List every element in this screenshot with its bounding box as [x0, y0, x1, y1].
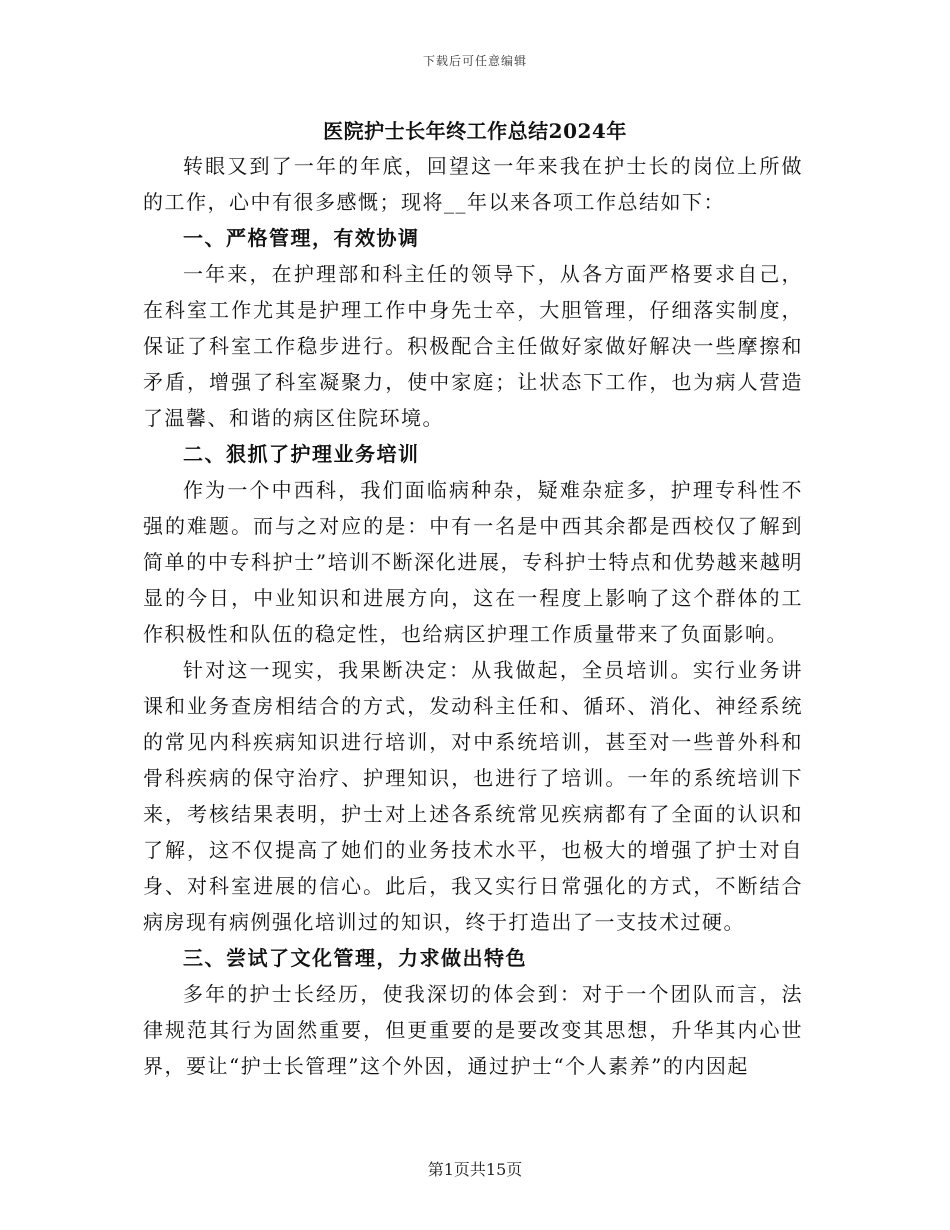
section-heading-3: 三、尝试了文化管理，力求做出特色: [183, 946, 527, 970]
document-body: [143, 148, 803, 1084]
section-1-paragraph: 一年来，在护理部和科主任的领导下，从各方面严格要求自己，在科室工作尤其是护理工作中身先士卒，大胆管理，仔细落实制度，保证了科室工作稳步进行。积极配合主任做好家做好解决一些摩擦和矛盾，增强了科室凝聚力，使中家庭；让状态下工作，也为病人营造了温馨、和谐的病区住院环境。: [143, 262, 803, 430]
page-footer: 第1页共15页: [427, 1160, 523, 1179]
section-heading-2: 二、狠抓了护理业务培训: [183, 442, 420, 466]
section-3-paragraph: 多年的护士长经历，使我深切的体会到：对于一个团队而言，法律规范其行为固然重要，但更重要的是要改变其思想，升华其内心世界，要让“护士长管理”这个外因，通过护士“个人素养”的内因起: [143, 982, 803, 1078]
header-note: 下载后可任意编辑: [422, 54, 527, 68]
intro-paragraph: 转眼又到了一年的年底，回望这一年来我在护士长的岗位上所做的工作，心中有很多感慨；现将__年以来各项工作总结如下：: [143, 154, 803, 214]
section-2-paragraph-1: 作为一个中西科，我们面临病种杂，疑难杂症多，护理专科性不强的难题。而与之对应的是：中有一名是中西其余都是西校仅了解到简单的中专科护士”培训不断深化进展，专科护士特点和优势越来越明显的今日，中业知识和进展方向，这在一程度上影响了这个群体的工作积极性和队伍的稳定性，也给病区护理工作质量带来了负面影响。: [143, 478, 803, 646]
section-2-paragraph-2: 针对这一现实，我果断决定：从我做起，全员培训。实行业务讲课和业务查房相结合的方式，发动科主任和、循环、消化、神经系统的常见内科疾病知识进行培训，对中系统培训，甚至对一些普外科和骨科疾病的保守治疗、护理知识，也进行了培训。一年的系统培训下来，考核结果表明，护士对上述各系统常见疾病都有了全面的认识和了解，这不仅提高了她们的业务技术水平，也极大的增强了护士对自身、对科室进展的信心。此后，我又实行日常强化的方式，不断结合病房现有病例强化培训过的知识，终于打造出了一支技术过硬。: [143, 658, 803, 934]
section-heading-1: 一、严格管理，有效协调: [183, 226, 420, 250]
document-title: 医院护士长年终工作总结2024年: [323, 119, 627, 143]
